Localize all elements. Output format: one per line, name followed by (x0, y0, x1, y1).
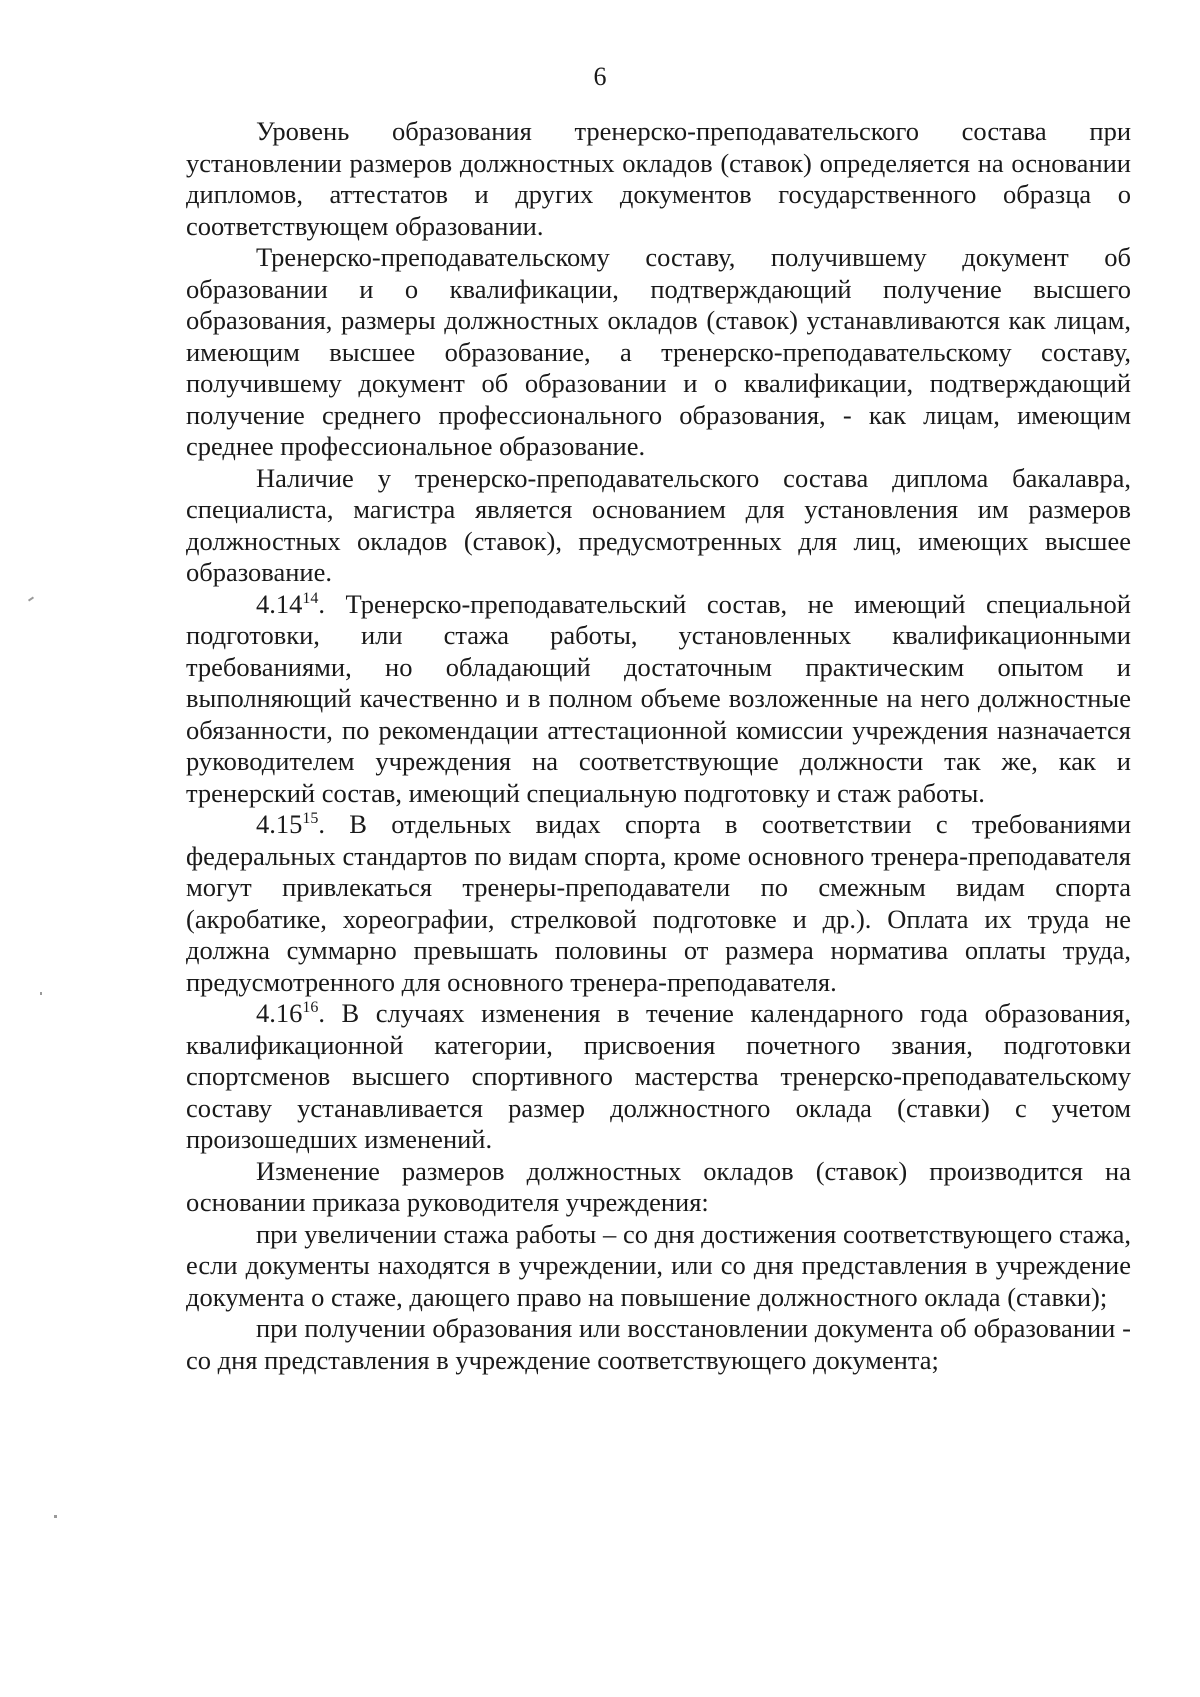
paragraph-diploma: Наличие у тренерско-преподавательского состава диплома бакалавра, специалиста, магистра является основанием для установления им размеров должностных окладов (ставок), предусмотренных для лиц, имеющих высшее образование. (186, 462, 1131, 587)
clause-number: 4.16 (256, 998, 303, 1028)
paragraph-4-16 (186, 998, 1131, 1156)
scan-speck (28, 596, 34, 601)
clause-text: . Тренерско-преподавательский состав, не имеющий специальной подготовки, или стажа работы, установленных квалификационными требованиями, но обладающий достаточным практическим опытом и выполняющий качественно и в полном объеме возложенные на него должностные обязанности, по рекомендации аттестационной комиссии учреждения назначается руководителем учреждения на соответствующие должности так же, как и тренерский состав, имеющий специальную подготовку и стаж работы. (186, 588, 1131, 808)
footnote-ref: 14 (302, 589, 319, 607)
page-number: 6 (593, 62, 607, 91)
paragraph-4-14 (186, 589, 1131, 810)
footnote-ref: 15 (302, 810, 319, 828)
clause-number: 4.14 (256, 588, 303, 619)
clause-text: . В отдельных видах спорта в соответствии с требованиями федеральных стандартов по видам спорта, кроме основного тренера-преподавателя могут привлекаться тренеры-преподаватели по смежным видам спорта (акробатике, хореографии, стрелковой подготовке и др.). Оплата их труда не должна суммарно превышать половины от размера норматива оплаты труда, предусмотренного для основного тренера-преподавателя. (186, 809, 1131, 997)
scan-speck (54, 1515, 57, 1518)
paragraph-higher-education: Тренерско-преподавательскому составу, получившему документ об образовании и о квалификации, подтверждающий получение высшего образования, размеры должностных окладов (ставок) устанавливаются как лицам, имеющим высшее образование, а тренерско-преподавательскому составу, получившему документ об образовании и о квалификации, подтверждающий получение среднего профессионального образования, - как лицам, имеющим среднее профессиональное образование. (186, 242, 1131, 461)
clause-number: 4.15 (256, 809, 303, 839)
clause-text: . В случаях изменения в течение календарного года образования, квалификационной категории, присвоения почетного звания, подготовки спортсменов высшего спортивного мастерства тренерско-преподавательскому составу устанавливается размер должностного оклада (ставки) с учетом произошедших изменений. (186, 998, 1131, 1154)
paragraph-4-15 (186, 809, 1131, 998)
scan-speck (40, 992, 42, 995)
footnote-ref: 16 (302, 999, 319, 1017)
document-body (186, 116, 1131, 1376)
paragraph-seniority-increase: при увеличении стажа работы – со дня достижения соответствующего стажа, если документы находятся в учреждении, или со дня представления в учреждение документа о стаже, дающего право на повышение должностного оклада (ставки); (186, 1218, 1131, 1312)
paragraph-salary-change: Изменение размеров должностных окладов (ставок) производится на основании приказа руководителя учреждения: (186, 1155, 1131, 1217)
paragraph-education-received: при получении образования или восстановлении документа об образовании - со дня представления в учреждение соответствующего документа; (186, 1313, 1131, 1375)
paragraph-education-level: Уровень образования тренерско-преподавательского состава при установлении размеров должностных окладов (ставок) определяется на основании дипломов, аттестатов и других документов государственного образца о соответствующем образовании. (186, 116, 1131, 241)
